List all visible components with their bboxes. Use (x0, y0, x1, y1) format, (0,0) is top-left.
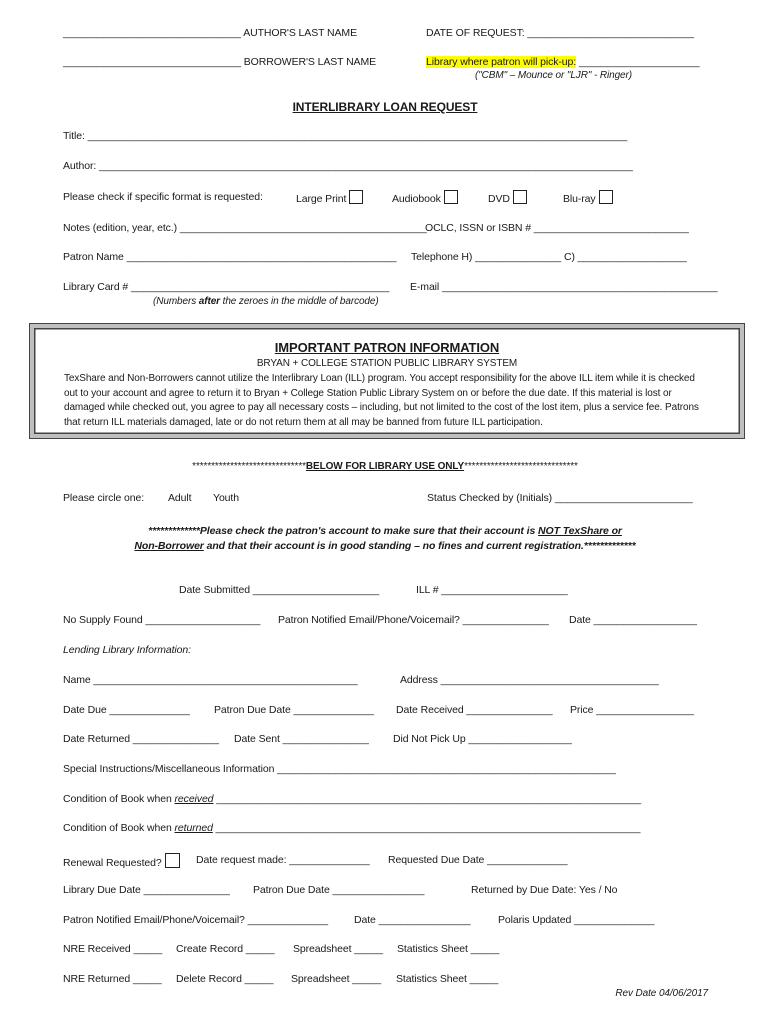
pickup-hint: ("CBM" – Mounce or "LJR" - Ringer) (475, 70, 632, 81)
format-dvd[interactable] (488, 190, 527, 205)
renewal-label: Renewal Requested? (63, 857, 162, 869)
format-prompt: Please check if specific format is requested: (63, 191, 263, 203)
date-returned-field[interactable]: Date Returned _______________ (63, 733, 219, 745)
condition-returned-field[interactable] (63, 822, 640, 834)
author-label: AUTHOR'S LAST NAME (243, 27, 357, 39)
note-l2-text: and that their account is in good standing – no fines and current registration.************* (203, 540, 636, 552)
delete-record-field[interactable]: Delete Record _____ (176, 973, 274, 985)
patron-notified-field-2[interactable]: Patron Notified Email/Phone/Voicemail? ______________ (63, 914, 328, 926)
lending-name-field[interactable]: Name ______________________________________________ (63, 674, 358, 686)
revision-date: Rev Date 04/06/2017 (615, 988, 708, 999)
library-card-field[interactable]: Library Card # _____________________________________________ (63, 281, 390, 293)
heading-stars-right: ****************************** (464, 461, 578, 472)
oclc-isbn-field[interactable]: OCLC, ISSN or ISBN # ___________________________ (425, 222, 689, 234)
date-field-2[interactable]: Date ________________ (354, 914, 471, 926)
date-field-1[interactable]: Date __________________ (569, 614, 697, 626)
lending-library-heading: Lending Library Information: (63, 644, 191, 656)
bluray-checkbox[interactable] (599, 190, 613, 204)
author-blank[interactable]: _______________________________ (63, 27, 241, 39)
returned-by-due-date[interactable]: Returned by Due Date: Yes / No (471, 884, 618, 896)
large-print-label: Large Print (296, 193, 347, 205)
dvd-checkbox[interactable] (513, 190, 527, 204)
cond-returned-em: returned (174, 822, 213, 834)
circle-prompt: Please circle one: (63, 492, 145, 504)
did-not-pick-up-field[interactable]: Did Not Pick Up __________________ (393, 733, 572, 745)
pickup-blank[interactable]: _____________________ (576, 56, 700, 68)
condition-received-field[interactable] (63, 793, 641, 805)
circle-adult[interactable]: Adult (168, 492, 192, 504)
important-title: IMPORTANT PATRON INFORMATION (274, 340, 500, 355)
barcode-note-em: after (198, 296, 220, 307)
nre-received-field[interactable]: NRE Received _____ (63, 943, 163, 955)
format-large-print[interactable] (296, 190, 363, 205)
date-due-field[interactable]: Date Due ______________ (63, 704, 190, 716)
pickup-library-field[interactable] (426, 56, 699, 68)
note-l1-underlined: NOT TexShare or (538, 525, 622, 537)
requested-due-date-field[interactable]: Requested Due Date ______________ (388, 854, 568, 866)
audiobook-checkbox[interactable] (444, 190, 458, 204)
form-title: INTERLIBRARY LOAN REQUEST (292, 100, 478, 114)
patron-due-date-field[interactable]: Patron Due Date ______________ (214, 704, 374, 716)
note-l1-text: *************Please check the patron's account to make sure that their account is (148, 525, 539, 537)
title-field[interactable]: Title: ______________________________________________________________________________________________ (63, 130, 628, 142)
bluray-label: Blu-ray (563, 193, 596, 205)
cond-received-pre: Condition of Book when (63, 793, 175, 805)
ill-number-field[interactable]: ILL # ______________________ (416, 584, 568, 596)
borrower-label: BORROWER'S LAST NAME (243, 56, 377, 68)
important-body: TexShare and Non-Borrowers cannot utilize the Interlibrary Loan (ILL) program. You accept responsibility for the above ILL item while it is checked out to your account and agree to return it to Bryan + College Station Public Library System on or before the due date. If this material is lost or damaged while checked out, you agree to pay all necessary costs – including, but not limited to the cost of the lost item, plus a service fee. Patrons that return ILL materials damaged, late or do not return them at all may be banned from future ILL participation. (64, 373, 699, 428)
author-last-name-field[interactable] (63, 27, 357, 39)
barcode-note-pre: (Numbers (153, 296, 199, 307)
barcode-note (153, 296, 379, 307)
date-received-field[interactable]: Date Received _______________ (396, 704, 553, 716)
heading-stars-left: ****************************** (192, 461, 306, 472)
account-note-line1 (0, 525, 770, 537)
pickup-label: Library where patron will pick-up: (426, 56, 577, 68)
important-subtitle: BRYAN + COLLEGE STATION PUBLIC LIBRARY SYSTEM (256, 358, 518, 369)
cond-received-blank[interactable]: __________________________________________________________________________ (213, 793, 641, 805)
spreadsheet-field-1[interactable]: Spreadsheet _____ (293, 943, 383, 955)
date-request-made-field[interactable]: Date request made: ______________ (196, 854, 370, 866)
dvd-label: DVD (488, 193, 510, 205)
important-info-box (29, 323, 745, 439)
price-field[interactable]: Price _________________ (570, 704, 694, 716)
format-bluray[interactable] (563, 190, 613, 205)
format-audiobook[interactable] (392, 190, 458, 205)
patron-due-date-field-2[interactable]: Patron Due Date ________________ (253, 884, 425, 896)
lending-address-field[interactable]: Address ______________________________________ (400, 674, 659, 686)
borrower-last-name-field[interactable] (63, 56, 376, 68)
library-use-heading (0, 461, 770, 472)
statistics-sheet-field-1[interactable]: Statistics Sheet _____ (397, 943, 500, 955)
large-print-checkbox[interactable] (349, 190, 363, 204)
heading-text: BELOW FOR LIBRARY USE ONLY (305, 461, 465, 472)
cond-returned-pre: Condition of Book when (63, 822, 175, 834)
author-field[interactable]: Author: _____________________________________________________________________________________________ (63, 160, 633, 172)
spreadsheet-field-2[interactable]: Spreadsheet _____ (291, 973, 381, 985)
note-l2-underlined: Non-Borrower (134, 540, 204, 552)
email-field[interactable]: E-mail ________________________________________________ (410, 281, 718, 293)
patron-notified-field[interactable]: Patron Notified Email/Phone/Voicemail? _______________ (278, 614, 549, 626)
special-instructions-field[interactable]: Special Instructions/Miscellaneous Information ___________________________________________________________ (63, 763, 616, 775)
renewal-requested[interactable] (63, 853, 180, 869)
date-of-request-field[interactable]: DATE OF REQUEST: _____________________________ (426, 27, 694, 39)
date-sent-field[interactable]: Date Sent _______________ (234, 733, 369, 745)
circle-youth[interactable]: Youth (213, 492, 239, 504)
account-note-line2 (0, 540, 770, 552)
notes-field[interactable]: Notes (edition, year, etc.) ___________________________________________ (63, 222, 427, 234)
renewal-checkbox[interactable] (165, 853, 180, 868)
date-submitted-field[interactable]: Date Submitted ______________________ (179, 584, 380, 596)
polaris-updated-field[interactable]: Polaris Updated ______________ (498, 914, 655, 926)
no-supply-field[interactable]: No Supply Found ____________________ (63, 614, 261, 626)
status-checked-field[interactable]: Status Checked by (Initials) ________________________ (427, 492, 693, 504)
telephone-field[interactable]: Telephone H) _______________ C) ___________________ (411, 251, 687, 263)
cond-returned-blank[interactable]: __________________________________________________________________________ (212, 822, 641, 834)
barcode-note-post: the zeroes in the middle of barcode) (219, 296, 379, 307)
nre-returned-field[interactable]: NRE Returned _____ (63, 973, 162, 985)
audiobook-label: Audiobook (392, 193, 441, 205)
borrower-blank[interactable]: _______________________________ (63, 56, 241, 68)
create-record-field[interactable]: Create Record _____ (176, 943, 275, 955)
cond-received-em: received (174, 793, 214, 805)
patron-name-field[interactable]: Patron Name _______________________________________________ (63, 251, 397, 263)
library-due-date-field[interactable]: Library Due Date _______________ (63, 884, 230, 896)
statistics-sheet-field-2[interactable]: Statistics Sheet _____ (396, 973, 499, 985)
